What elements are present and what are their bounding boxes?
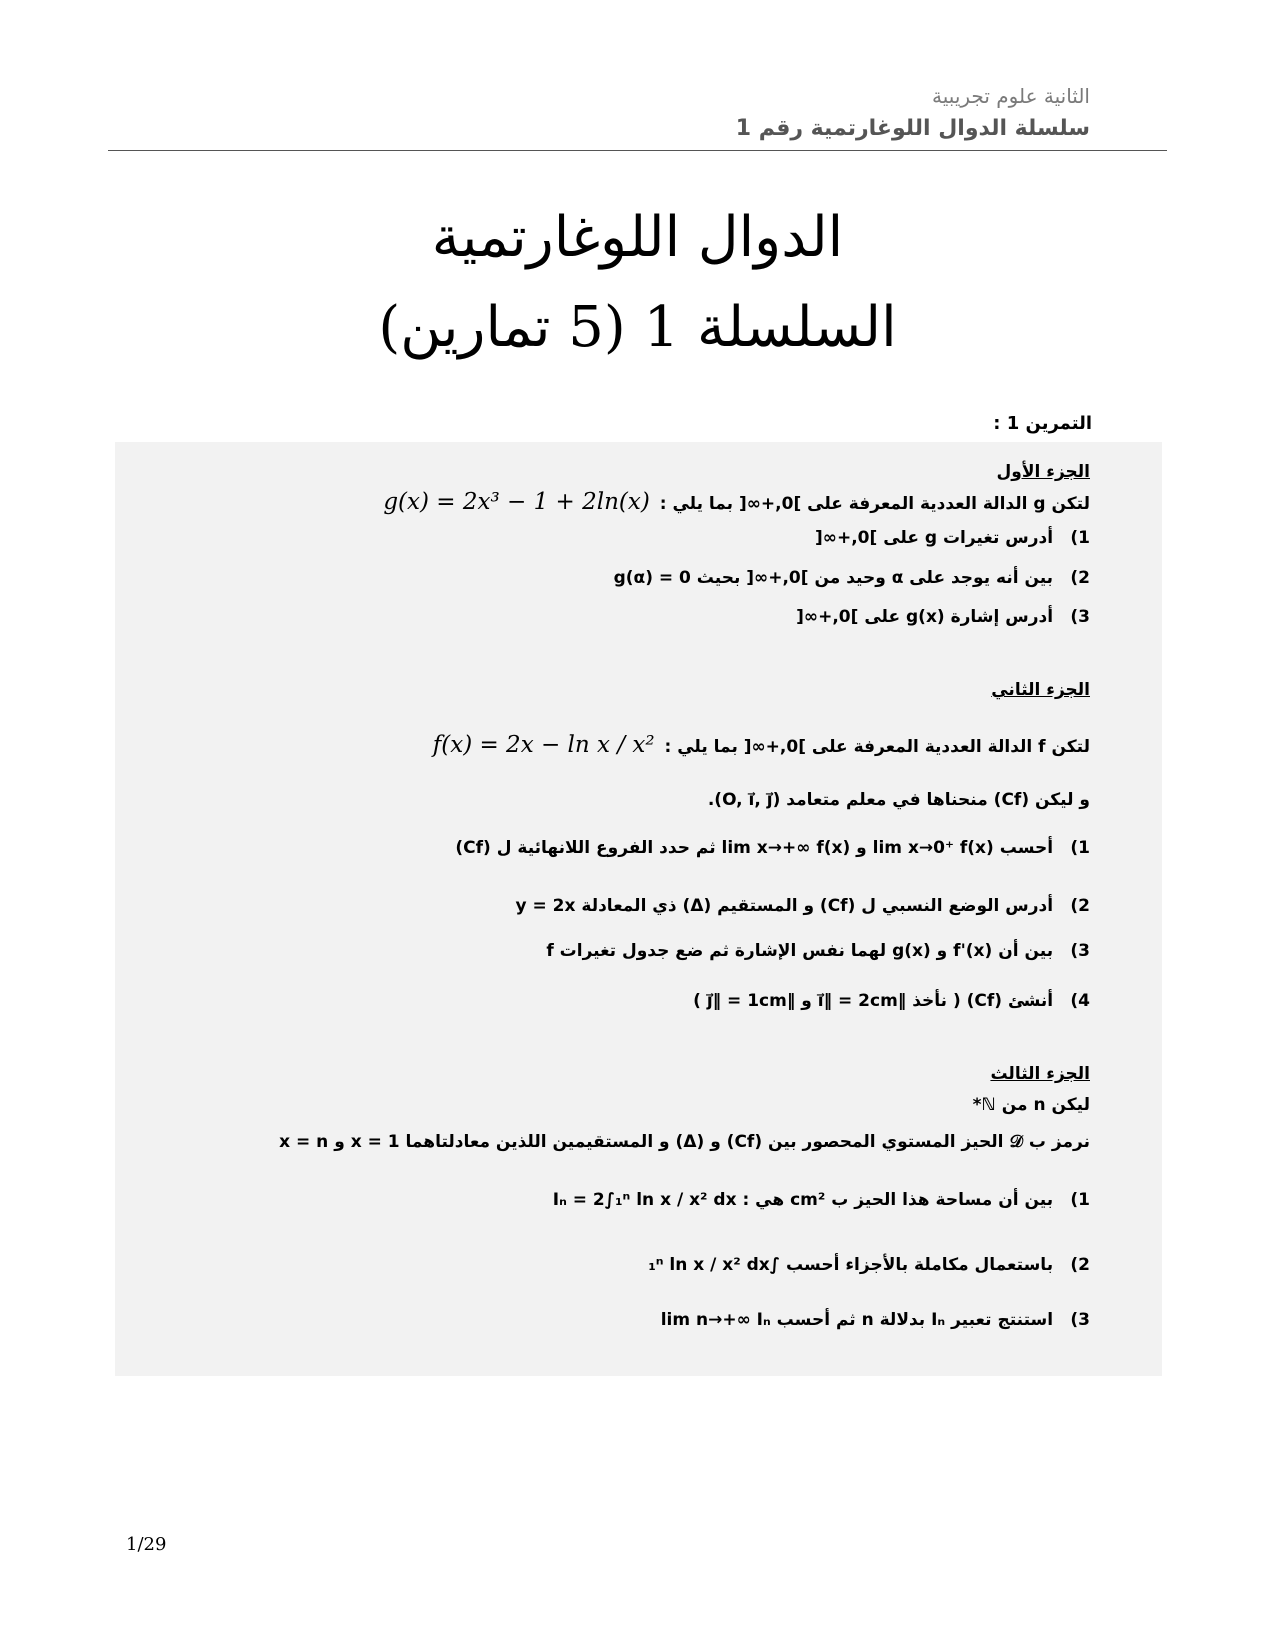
list-item [543, 941, 1090, 961]
part2-intro-text: لتكن f الدالة العددية المعرفة على ]0,+∞[ بما يلي : [664, 737, 1090, 757]
item-text: أدرس إشارة g(x) على ]0,+∞[ [796, 607, 1054, 627]
list-item [658, 1310, 1090, 1330]
part1-intro-math: g(x) = 2x³ − 1 + 2ln(x) [383, 489, 650, 515]
item-number: 4) [1070, 991, 1090, 1011]
header-series: سلسلة الدوال اللوغارتمية رقم 1 [735, 116, 1090, 141]
list-item [611, 568, 1090, 588]
part1-heading: الجزء الأول [996, 462, 1090, 482]
item-number: 3) [1070, 607, 1090, 627]
item-number: 2) [1070, 1255, 1090, 1275]
item-text: باستعمال مكاملة بالأجزاء أحسب ∫₁ⁿ ln x / x² dx [648, 1255, 1054, 1275]
page-title: الدوال اللوغارتمية [431, 205, 844, 270]
item-number: 3) [1070, 1310, 1090, 1330]
item-text: أدرس الوضع النسبي ل (Cf) و المستقيم (Δ) ذي المعادلة y = 2x [515, 896, 1054, 916]
item-number: 2) [1070, 568, 1090, 588]
item-number: 1) [1070, 528, 1090, 548]
item-number: 3) [1070, 941, 1090, 961]
item-text: أدرس تغيرات g على ]0,+∞[ [815, 528, 1054, 548]
list-item [812, 528, 1090, 548]
item-text: أنشئ (Cf) ( نأخذ ‖i⃗‖ = 2cm و ‖j⃗‖ = 1cm ) [693, 991, 1054, 1011]
part3-heading: الجزء الثالث [990, 1064, 1090, 1084]
item-text: بين أن مساحة هذا الحيز ب cm² هي : Iₙ = 2∫₁ⁿ ln x / x² dx [552, 1190, 1054, 1210]
item-text: بين أنه يوجد على α وحيد من ]0,+∞[ بحيث g(α) = 0 [613, 568, 1054, 588]
list-item [793, 607, 1090, 627]
item-text: أحسب lim x→0⁺ f(x) و lim x→+∞ f(x) ثم حدد الفروع اللانهائية ل (Cf) [455, 838, 1054, 858]
part3-intro2: نرمز ب 𝒟 الحيز المستوي المحصور بين (Cf) و (Δ) و المستقيمين اللذين معادلتاهما x = 1 و x = n [279, 1132, 1090, 1152]
header-divider [108, 150, 1167, 151]
part1-intro [379, 489, 1090, 515]
header-level: الثانية علوم تجريبية [932, 84, 1090, 108]
list-item [513, 896, 1091, 916]
exercise-title: التمرين 1 : [993, 413, 1092, 434]
page-subtitle: السلسلة 1 (5 تمارين) [378, 295, 897, 360]
list-item [550, 1190, 1090, 1210]
item-text: بين أن f'(x) و g(x) لهما نفس الإشارة ثم ضع جدول تغيرات f [546, 941, 1054, 961]
part2-heading: الجزء الثاني [991, 680, 1090, 700]
list-item [690, 991, 1090, 1011]
list-item [452, 838, 1090, 858]
part1-intro-text: لتكن g الدالة العددية المعرفة على ]0,+∞[ بما يلي : [659, 494, 1090, 514]
part2-intro2: و ليكن (Cf) منحناها في معلم متعامد (O, i⃗, j⃗). [707, 790, 1090, 810]
list-item [645, 1255, 1090, 1275]
part2-intro-math: f(x) = 2x − ln x / x² [432, 732, 655, 758]
item-number: 1) [1070, 1190, 1090, 1210]
item-number: 1) [1070, 838, 1090, 858]
item-text: استنتج تعبير Iₙ بدلالة n ثم أحسب lim n→+∞ Iₙ [660, 1310, 1054, 1330]
part3-intro1: ليكن n من ℕ* [972, 1095, 1090, 1115]
item-number: 2) [1070, 896, 1090, 916]
part2-intro [429, 732, 1090, 758]
page-number: 1/29 [126, 1534, 167, 1555]
